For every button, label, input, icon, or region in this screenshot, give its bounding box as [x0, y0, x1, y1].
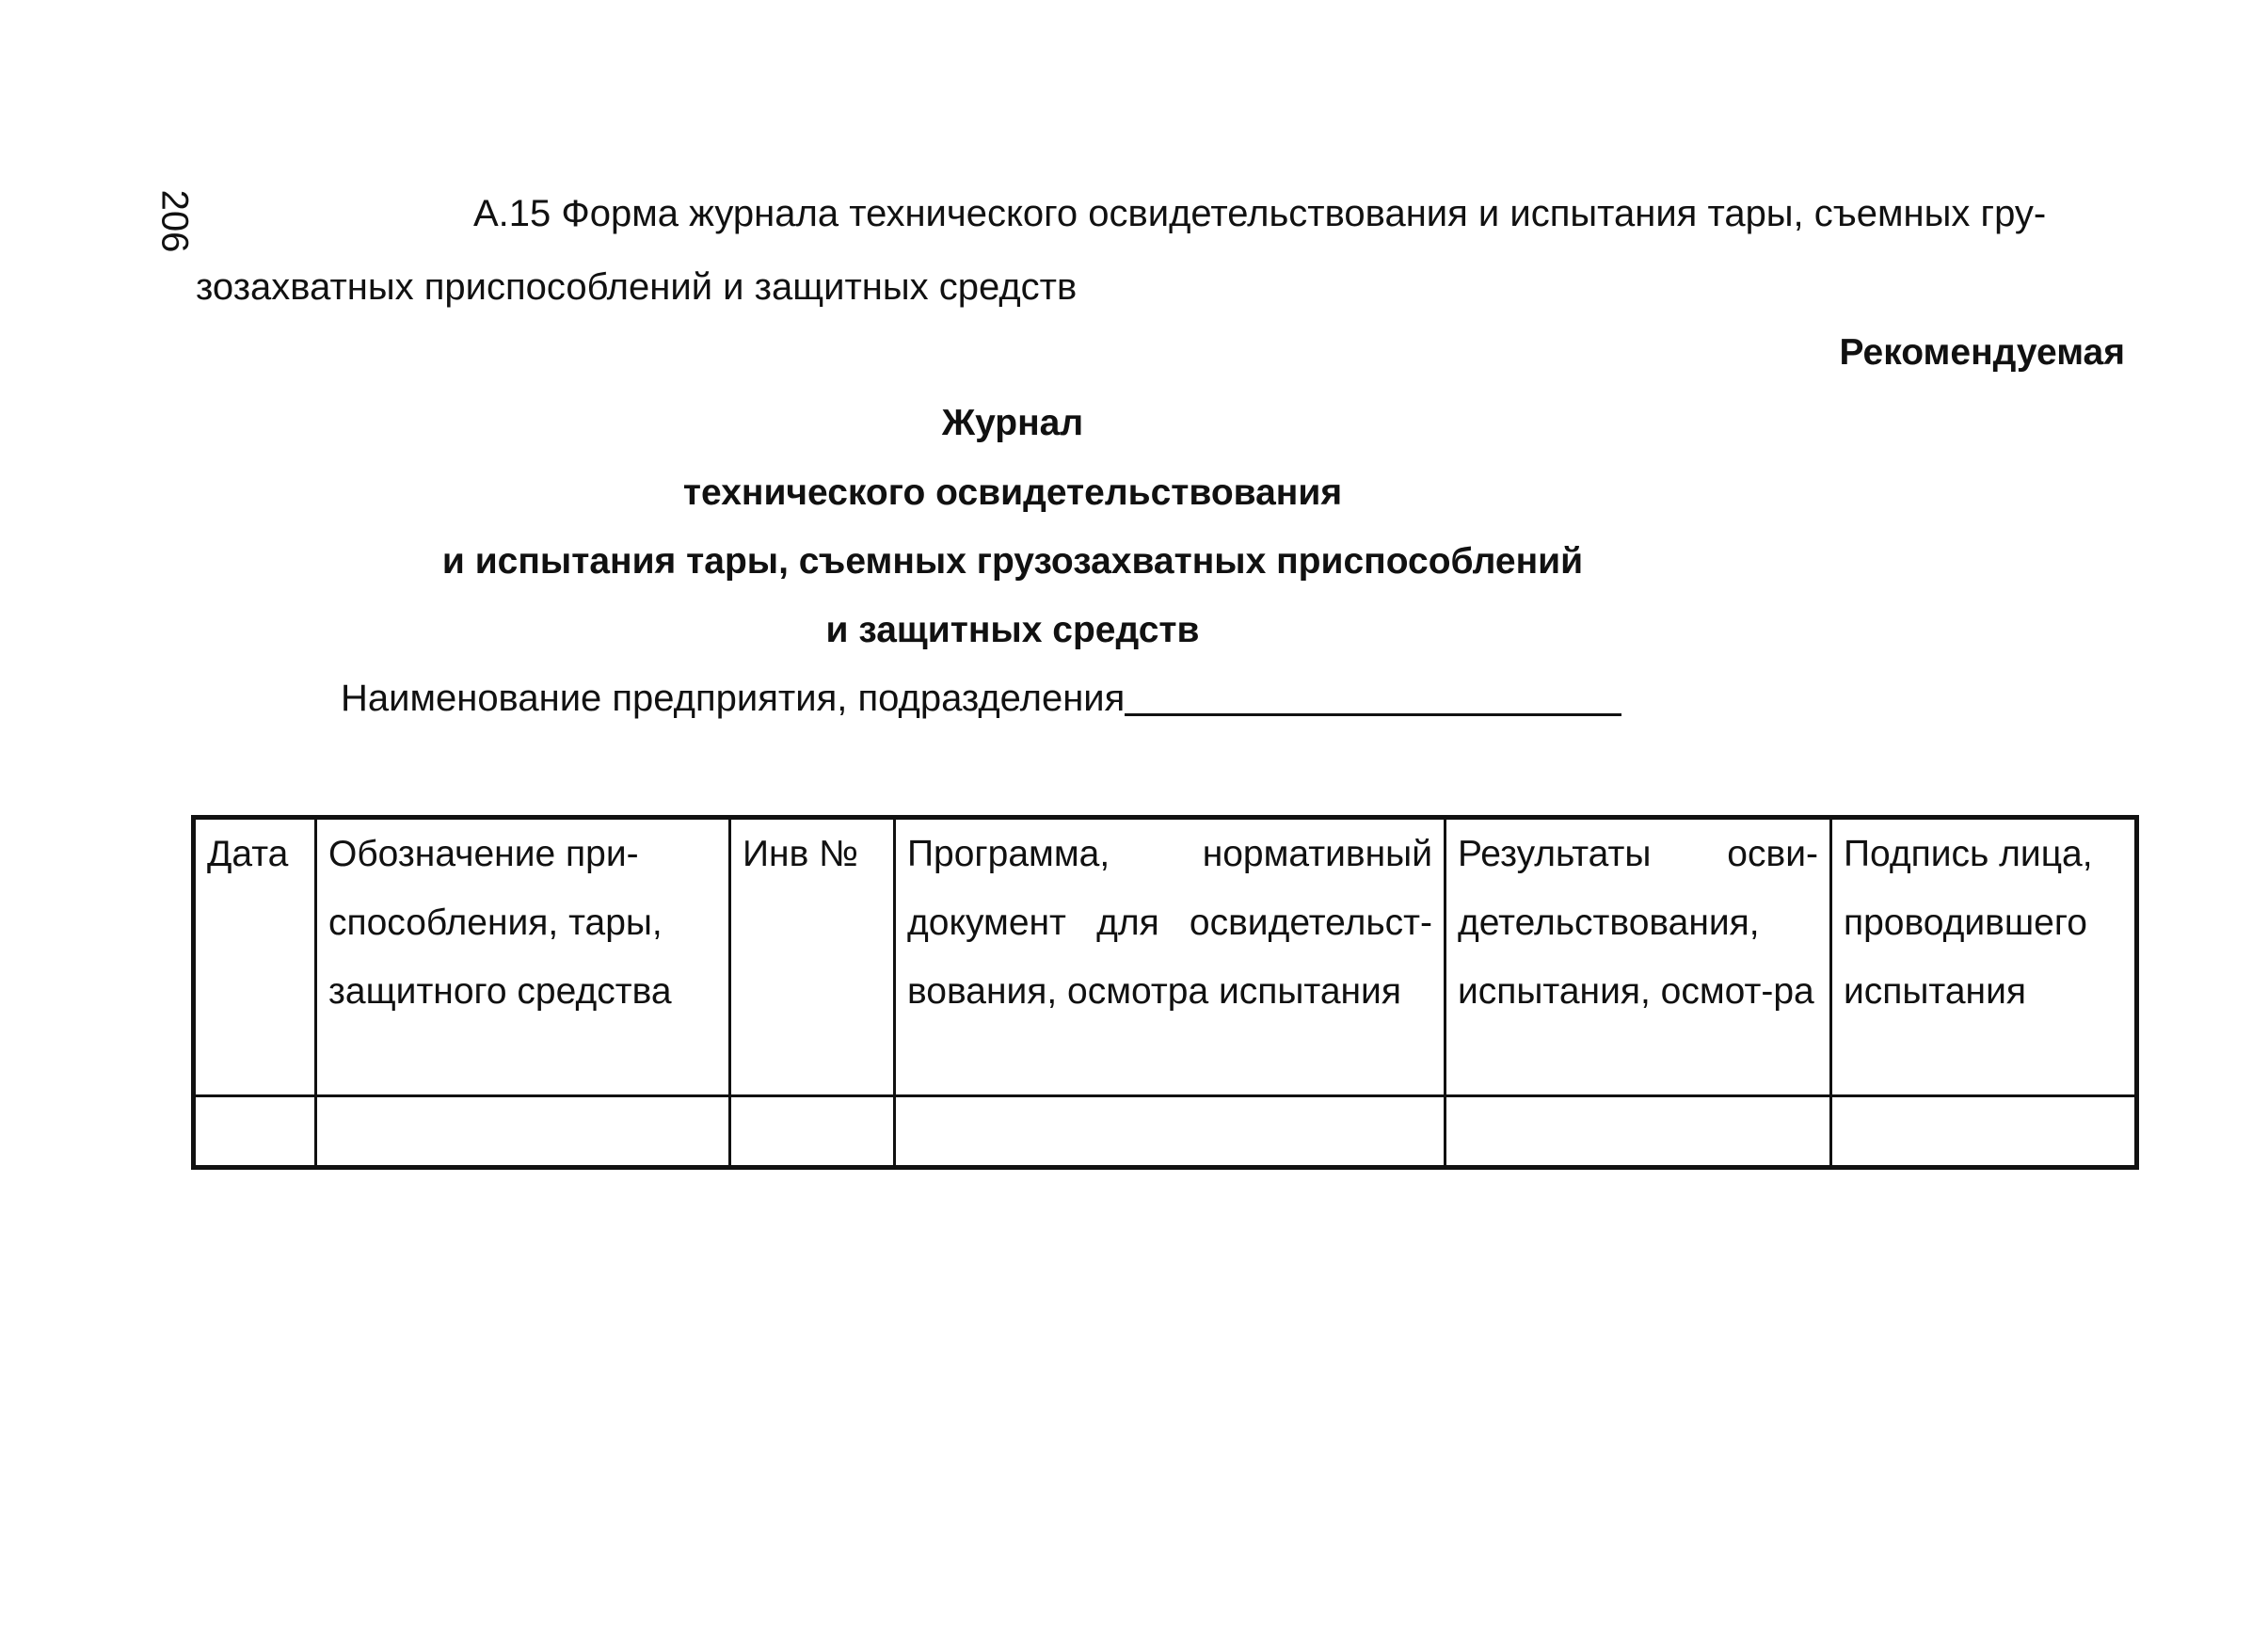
column-header-date: Дата: [194, 818, 316, 1096]
form-heading-line-2: зозахватных приспособлений и защитных средств: [196, 266, 1078, 308]
table-cell-designation[interactable]: [316, 1096, 730, 1168]
column-header-program: Программа, нормативный документ для освидетельст-вования, осмотра испытания: [895, 818, 1445, 1096]
recommended-label: Рекомендуемая: [1839, 332, 2125, 373]
table-row: [194, 1096, 2137, 1168]
journal-table: [191, 815, 2139, 1170]
form-heading-line-1: А.15 Форма журнала технического освидетельствования и испытания тары, съемных гру-: [473, 193, 2047, 234]
journal-title-line-4: и защитных средств: [825, 610, 1200, 650]
table-cell-results[interactable]: [1445, 1096, 1831, 1168]
journal-title-line-1: Журнал: [941, 403, 1084, 443]
column-header-inventory-number: Инв №: [730, 818, 895, 1096]
organization-label: Наименование предприятия, подразделения: [341, 678, 1126, 719]
column-header-results: Результаты осви-детельствования, испытания, осмот-ра: [1445, 818, 1831, 1096]
table-header-row: [194, 818, 2137, 1096]
column-header-signature: Подпись лица, проводившего испытания: [1831, 818, 2137, 1096]
journal-title-line-3: и испытания тары, съемных грузозахватных приспособлений: [441, 541, 1584, 582]
organization-blank-line[interactable]: [1125, 678, 1621, 716]
table-cell-inventory-number[interactable]: [730, 1096, 895, 1168]
journal-title-line-2: технического освидетельствования: [682, 472, 1343, 513]
table-cell-program[interactable]: [895, 1096, 1445, 1168]
page-number: 206: [153, 189, 196, 253]
column-header-designation: Обозначение при-способления, тары, защитного средства: [316, 818, 730, 1096]
table-cell-date[interactable]: [194, 1096, 316, 1168]
table-cell-signature[interactable]: [1831, 1096, 2137, 1168]
organization-field: [341, 678, 1621, 720]
